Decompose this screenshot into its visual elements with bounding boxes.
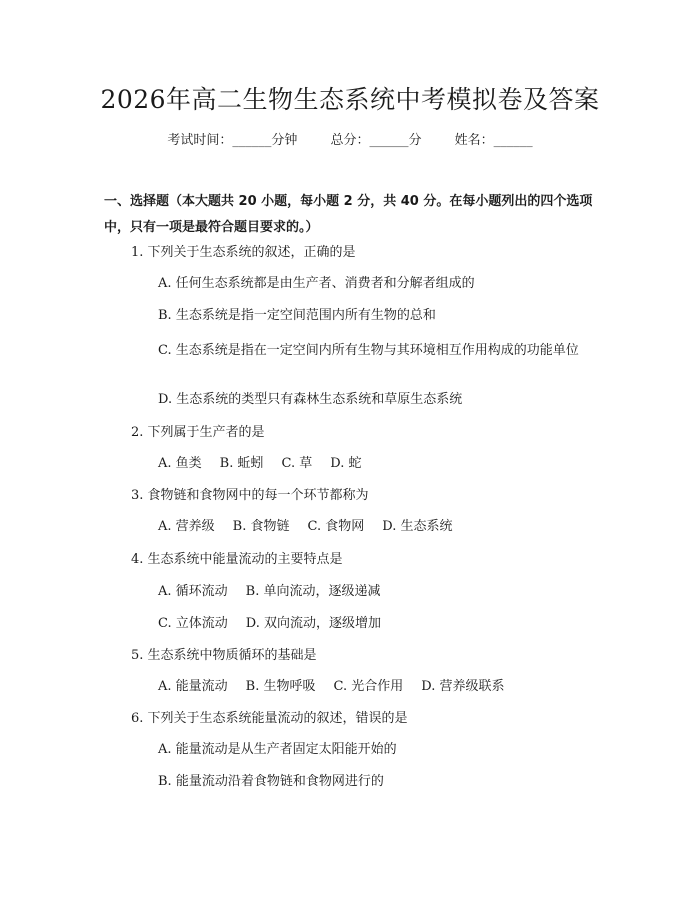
score-unit: 分 bbox=[408, 133, 422, 148]
question-5-stem: 5. 生态系统中物质循环的基础是 bbox=[131, 648, 317, 663]
question-1-option-b: B. 生态系统是指一定空间范围内所有生物的总和 bbox=[158, 308, 436, 323]
question-3-option-d: D. 生态系统 bbox=[382, 519, 453, 534]
question-2-stem: 2. 下列属于生产者的是 bbox=[131, 425, 265, 440]
question-2-option-a: A. 鱼类 bbox=[158, 456, 202, 471]
question-4-options-row1 bbox=[158, 582, 380, 602]
question-4-stem: 4. 生态系统中能量流动的主要特点是 bbox=[131, 552, 343, 567]
question-3-option-a: A. 营养级 bbox=[158, 519, 215, 534]
question-4-option-b: B. 单向流动，逐级递减 bbox=[245, 584, 381, 599]
score-blank: ______ bbox=[369, 133, 409, 148]
question-4-option-d: D. 双向流动，逐级增加 bbox=[245, 616, 381, 631]
question-4-option-a: A. 循环流动 bbox=[158, 584, 228, 599]
name-blank: ______ bbox=[493, 133, 533, 148]
time-label: 考试时间： bbox=[167, 133, 233, 148]
question-3-option-c: C. 食物网 bbox=[307, 519, 365, 534]
question-6-stem: 6. 下列关于生态系统能量流动的叙述，错误的是 bbox=[131, 711, 408, 726]
time-blank: ______ bbox=[232, 133, 272, 148]
question-1-option-a: A. 任何生态系统都是由生产者、消费者和分解者组成的 bbox=[158, 276, 475, 291]
question-4-options-row2 bbox=[158, 614, 381, 634]
question-6-option-a: A. 能量流动是从生产者固定太阳能开始的 bbox=[158, 742, 397, 757]
exam-info-line bbox=[0, 132, 700, 150]
page-title: 2026年高二生物生态系统中考模拟卷及答案 bbox=[100, 85, 600, 114]
question-5-option-a: A. 能量流动 bbox=[158, 679, 228, 694]
question-2-options bbox=[158, 454, 361, 474]
question-2-option-c: C. 草 bbox=[281, 456, 313, 471]
question-5-option-d: D. 营养级联系 bbox=[421, 679, 505, 694]
question-2-option-b: B. 蚯蚓 bbox=[219, 456, 264, 471]
time-unit: 分钟 bbox=[271, 133, 298, 148]
question-2-option-d: D. 蛇 bbox=[330, 456, 362, 471]
question-5-options bbox=[158, 677, 504, 697]
question-6-option-b: B. 能量流动沿着食物链和食物网进行的 bbox=[158, 774, 384, 789]
question-1-option-c: C. 生态系统是指在一定空间内所有生物与其环境相互作用构成的功能单位 bbox=[158, 343, 579, 358]
question-3-options bbox=[158, 517, 452, 537]
score-label: 总分： bbox=[330, 133, 370, 148]
question-5-option-b: B. 生物呼吸 bbox=[245, 679, 316, 694]
name-label: 姓名： bbox=[454, 133, 494, 148]
question-3-option-b: B. 食物链 bbox=[232, 519, 290, 534]
section-heading: 一、选择题（本大题共 20 小题，每小题 2 分，共 40 分。在每小题列出的四个选项中，只有一项是最符合题目要求的。） bbox=[104, 194, 593, 235]
question-5-option-c: C. 光合作用 bbox=[333, 679, 404, 694]
question-1-stem: 1. 下列关于生态系统的叙述，正确的是 bbox=[131, 245, 356, 260]
question-3-stem: 3. 食物链和食物网中的每一个环节都称为 bbox=[131, 488, 369, 503]
question-4-option-c: C. 立体流动 bbox=[158, 616, 228, 631]
question-1-option-d: D. 生态系统的类型只有森林生态系统和草原生态系统 bbox=[158, 392, 463, 407]
